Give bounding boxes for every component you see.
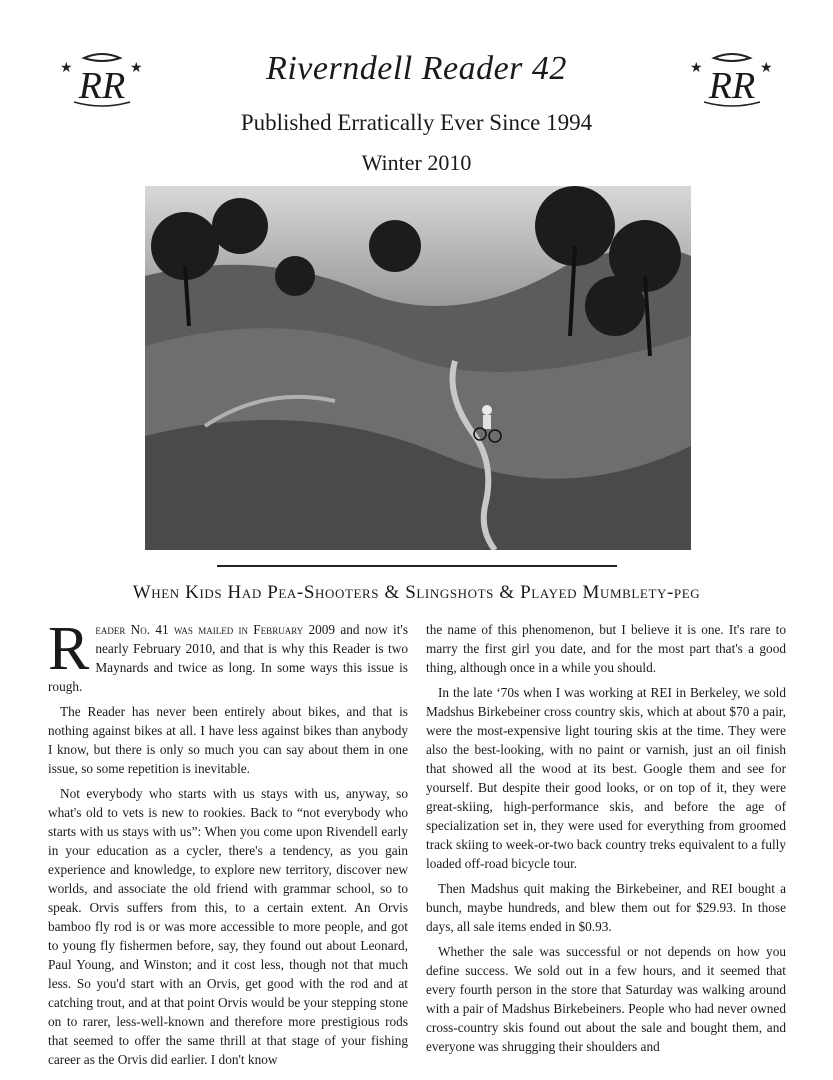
svg-text:RR: RR (78, 65, 126, 107)
publication-subtitle: Published Erratically Ever Since 1994 (240, 110, 593, 135)
lead-text: and now it's nearly February 2010, and that is why this Reader is two Maynards and twice as long. In some ways this issue is rough. (48, 622, 408, 694)
article-headline: When Kids Had Pea-Shooters & Slingshots & Played Mumblety-peg (132, 582, 701, 603)
article-column-left (48, 615, 408, 1075)
article-lead-paragraph (48, 615, 408, 696)
paragraph: The Reader has never been entirely about bikes, and that is nothing against bikes at all. I have less against bikes than anybody I know, but there is only so much you can say about them in one issue, so some repetition is inevitable. (48, 704, 408, 776)
cover-photo-trail-cyclist (145, 186, 691, 550)
publication-title: Riverndell Reader 42 (266, 50, 567, 87)
svg-text:★: ★ (60, 60, 73, 76)
lead-smallcaps: eader No. 41 was mailed in February 2009 (95, 622, 336, 637)
issue-date: Winter 2010 (361, 150, 472, 175)
svg-text:★: ★ (690, 60, 703, 76)
headline-divider (217, 565, 617, 567)
article-column-right (426, 620, 786, 1062)
svg-text:★: ★ (130, 60, 143, 76)
paragraph: Not everybody who starts with us stays with us, anyway, so what's old to vets is new to rookies. Back to “not everybody who starts with us stays with us”: When you come upon Rivendell early in your education as a cycler, there's a tendency, as you gain experience and knowledge, to explore new territory, discover new worlds, and associate the old friend with grammar school, so to speak. Orvis suffers from this, to a certain extent. An Orvis bamboo fly rod is or was more accessible to more people, and got to young fly fishermen before, say, they found out about Leonard, Paul Young, and Winston; and it cost less, though not that much less. So you'd start with an Orvis, get good with the rod and at catching trout, and at that point Orvis would be your stepping stone on to rarer, less-well-known and therefore more prestigious rods that seemed to offer the same thrill at that stage of your fishing career as the Orvis did earlier. I don't know (48, 786, 408, 1067)
paragraph: Then Madshus quit making the Birkebeiner, and REI bought a bunch, maybe hundreds, and blew them out for $29.93. In those days, all sale items ended in $0.93. (426, 881, 786, 934)
drop-cap: R (48, 615, 90, 683)
svg-text:★: ★ (760, 60, 773, 76)
svg-text:RR: RR (708, 65, 756, 107)
paragraph: the name of this phenomenon, but I believe it is one. It's rare to marry the first girl you date, and for the most part that's a good thing, although once in a while you should. (426, 622, 786, 675)
paragraph: Whether the sale was successful or not depends on how you define success. We sold out in a few hours, and it seemed that every fourth person in the store that Saturday was walking around with a pair of Madshus Birkebeiners. People who had never owned cross-country skis found out about the sale and bought them, and everyone was shrugging their shoulders and (426, 944, 786, 1054)
paragraph: In the late ‘70s when I was working at REI in Berkeley, we sold Madshus Birkebeiner cross country skis, which at about $70 a pair, were the most-expensive light touring skis at the time. They were also the best-looking, with no paint or varnish, just an oil finish that showed all the wood at its best. Google them and see for yourself. But despite their good looks, or on top of it, they were great-skiing, high-performance skis, and before the age of specialization set in, they were used for everything from groomed track skiing to week-or-two back country treks equivalent to a fully loaded off-road bicycle tour. (426, 685, 786, 871)
